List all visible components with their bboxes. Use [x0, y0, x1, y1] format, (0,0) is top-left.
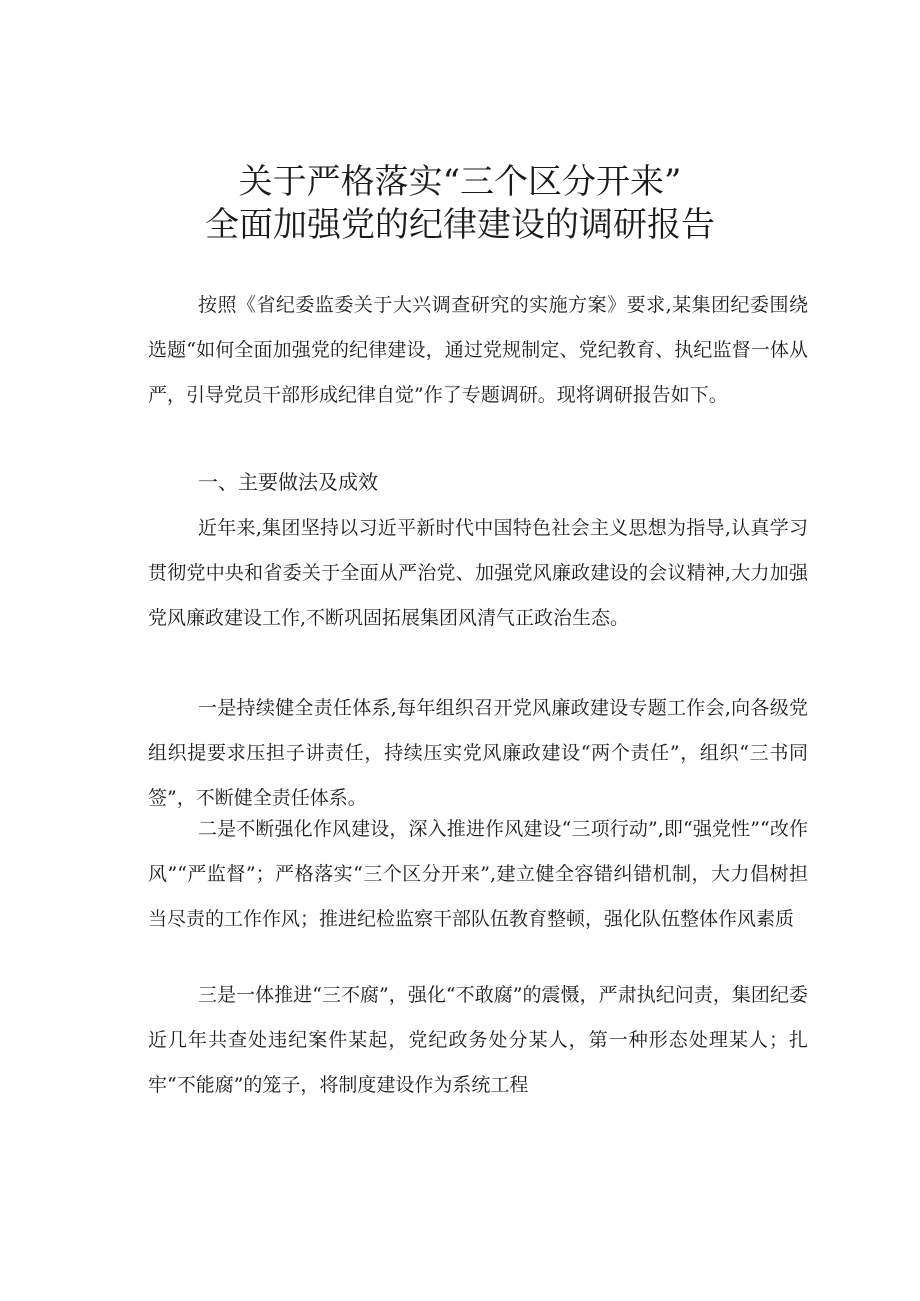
body-paragraph-3: 二是不断强化作风建设，深入推进作风建设“三项行动”,即“强党性”“改作风”“严监督”；严格落实“三个区分开来”,建立健全容错纠错机制，大力倡树担当尽责的工作作风；推进纪检监察干部队伍教育整顿，强化队伍整体作风素质: [148, 818, 808, 930]
document-title-line2: 全面加强党的纪律建设的调研报告: [205, 205, 715, 245]
intro-paragraph: 按照《省纪委监委关于大兴调查研究的实施方案》要求,某集团纪委围绕选题“如何全面加强党的纪律建设，通过党规制定、党纪教育、执纪监督一体从严，引导党员干部形成纪律自觉”作了专题调研。现将调研报告如下。: [148, 294, 808, 406]
section-heading: 一、主要做法及成效: [198, 470, 378, 494]
document-title-line1: 关于严格落实“三个区分开来”: [238, 162, 682, 202]
body-paragraph-4: 三是一体推进“三不腐”，强化“不敢腐”的震慑，严肃执纪问责，集团纪委近几年共查处违纪案件某起，党纪政务处分某人，第一种形态处理某人；扎牢“不能腐”的笼子，将制度建设作为系统工程: [148, 984, 808, 1096]
body-paragraph-2: 一是持续健全责任体系,每年组织召开党风廉政建设专题工作会,向各级党组织提要求压担子讲责任，持续压实党风廉政建设“两个责任”，组织“三书同签”，不断健全责任体系。: [148, 697, 808, 809]
body-paragraph-1: 近年来,集团坚持以习近平新时代中国特色社会主义思想为指导,认真学习贯彻党中央和省委关于全面从严治党、加强党风廉政建设的会议精神,大力加强党风廉政建设工作,不断巩固拓展集团风清气正政治生态。: [148, 517, 808, 629]
